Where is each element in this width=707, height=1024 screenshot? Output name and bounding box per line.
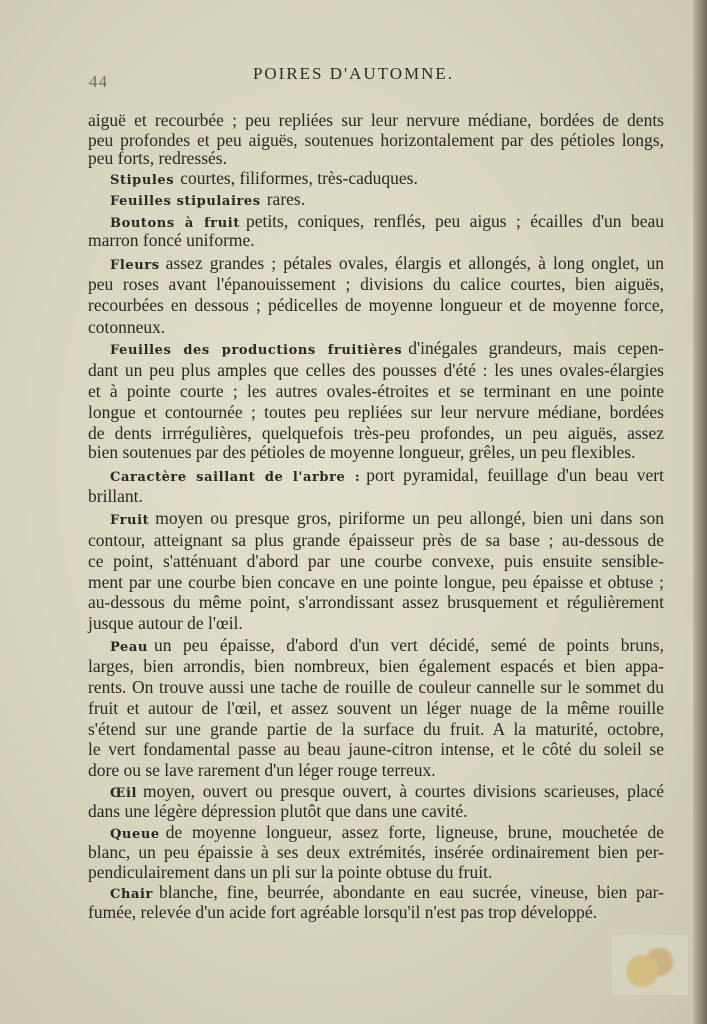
line-text: fumée, relevée d'un acide fort agréable lorsqu'il n'est pas trop développé. — [88, 902, 597, 922]
paragraph-lead-term: Peau — [110, 640, 148, 655]
line-text: rents. On trouve aussi une tache de rouille de couleur cannelle sur le sommet du — [88, 677, 664, 697]
line-text: bien soutenues par des pétioles de moyenne longueur, grêles, un peu flexibles. — [88, 442, 636, 462]
line-text: moyen ou presque gros, piriforme un peu allongé, bien uni dans son — [155, 508, 664, 528]
line-text: pendiculairement dans un pli sur la pointe obtuse du fruit. — [88, 862, 493, 882]
text-line — [88, 402, 664, 422]
line-text: s'étend sur une grande partie de la surface du fruit. A la maturité, octobre, — [88, 719, 664, 739]
text-line — [88, 530, 664, 550]
paragraph-lead-term: Feuilles stipulaires — [110, 194, 261, 209]
line-text: recourbées en dessous ; pédicelles de moyenne longueur et de moyenne force, — [88, 295, 664, 315]
text-line — [88, 360, 664, 380]
line-text: blanc, un peu épaissie à ses deux extrémités, insérée ordinairement bien per- — [88, 842, 664, 862]
line-text: moyen, ouvert ou presque ouvert, à courtes divisions scarieuses, placé — [143, 781, 664, 801]
text-line — [88, 760, 664, 780]
text-line — [88, 295, 664, 315]
text-line — [88, 739, 664, 759]
line-text: rares. — [266, 189, 306, 209]
text-line — [88, 592, 664, 612]
text-line — [88, 677, 664, 697]
line-text: de dents irrrégulières, quelquefois très-peu profondes, un peu aiguës, assez — [88, 423, 664, 443]
text-line — [110, 465, 664, 488]
text-line — [88, 551, 664, 571]
text-line — [88, 902, 664, 922]
paragraph-lead-term: Fruit — [110, 513, 150, 528]
line-text: peu forts, redressés. — [88, 148, 227, 168]
line-text: fruit et autour de l'œil, et assez souvent un léger nuage de la même rouille — [88, 698, 664, 718]
page-number: 44 — [89, 72, 108, 91]
text-line — [110, 168, 664, 191]
running-head: POIRES D'AUTOMNE. — [252, 64, 455, 83]
paragraph-lead-term: Stipules — [110, 173, 175, 188]
line-text: un peu épaisse, d'abord d'un vert décidé, semé de points bruns, — [153, 635, 664, 655]
text-line — [88, 148, 664, 168]
text-line — [88, 656, 664, 676]
text-line — [88, 862, 664, 882]
text-line — [88, 317, 664, 337]
line-text: petits, coniques, renflés, peu aigus ; écailles d'un beau — [245, 211, 664, 231]
paragraph-lead-term: Fleurs — [110, 258, 160, 273]
text-line — [88, 698, 664, 718]
text-line — [88, 613, 664, 633]
line-text: aiguë et recourbée ; peu repliées sur leur nervure médiane, bordées de dents — [88, 110, 664, 130]
text-line — [88, 274, 664, 294]
line-text: assez grandes ; pétales ovales, élargis et allongés, à long onglet, un — [165, 253, 664, 273]
text-line — [88, 130, 664, 150]
line-text: ce point, s'atténuant d'abord par une courbe convexe, puis ensuite sensible- — [88, 551, 664, 571]
paragraph-lead-term: Queue — [110, 827, 160, 842]
text-line — [88, 842, 664, 862]
line-text: de moyenne longueur, assez forte, ligneuse, brune, mouchetée de — [165, 822, 664, 842]
text-line — [110, 253, 664, 276]
line-text: dore ou se lave rarement d'un léger rouge terreux. — [88, 760, 436, 780]
line-text: le vert fondamental passe au beau jaune-citron intense, et le côté du soleil se — [88, 739, 664, 759]
text-line — [110, 189, 664, 212]
text-line — [110, 508, 664, 531]
book-page-edge — [693, 0, 707, 1024]
text-line — [88, 719, 664, 739]
line-text: d'inégales grandeurs, mais cepen- — [408, 338, 665, 358]
text-line — [110, 635, 664, 658]
line-text: blanche, fine, beurrée, abondante en eau sucrée, vineuse, bien par- — [159, 882, 664, 902]
text-line — [88, 423, 664, 443]
paragraph-lead-term: Feuilles des productions fruitières — [110, 343, 403, 358]
line-text: larges, bien arrondis, bien nombreux, bien également espacés et bien appa- — [88, 656, 664, 676]
fruit-thumbnail — [612, 935, 688, 995]
text-line — [88, 381, 664, 401]
line-text: et à pointe courte ; les autres ovales-étroites et se terminant en une pointe — [88, 381, 664, 401]
line-text: port pyramidal, feuillage d'un beau vert — [366, 465, 664, 485]
line-text: dant un peu plus amples que celles des pousses d'été : les unes ovales-élargies — [88, 360, 664, 380]
line-text: cotonneux. — [88, 317, 166, 337]
line-text: contour, atteignant sa plus grande épaisseur près de sa base ; au-dessous de — [88, 530, 664, 550]
paragraph-lead-term: Boutons à fruit — [110, 216, 240, 231]
line-text: brillant. — [88, 486, 143, 506]
line-text: au-dessous du même point, s'arrondissant assez brusquement et régulièrement — [88, 592, 664, 612]
text-line — [88, 442, 664, 462]
line-text: peu profondes et peu aiguës, soutenues horizontalement par des pétioles longs, — [88, 130, 664, 150]
text-line — [88, 801, 664, 821]
text-line — [88, 486, 664, 506]
line-text: ment par une courbe bien concave en une pointe longue, peu épaisse et obtuse ; — [88, 572, 664, 592]
text-line — [110, 338, 664, 361]
text-line — [88, 110, 664, 130]
line-text: peu roses avant l'épanouissement ; divisions du calice courtes, bien aiguës, — [88, 274, 664, 294]
line-text: longue et contournée ; toutes peu repliées sur leur nervure médiane, bordées — [88, 402, 664, 422]
paragraph-lead-term: Caractère saillant de l'arbre : — [110, 470, 361, 485]
line-text: marron foncé uniforme. — [88, 230, 255, 250]
text-line — [88, 230, 664, 250]
paragraph-lead-term: Chair — [110, 887, 154, 902]
line-text: courtes, filiformes, très-caduques. — [180, 168, 418, 188]
text-line — [88, 572, 664, 592]
line-text: jusque autour de l'œil. — [88, 613, 243, 633]
paragraph-lead-term: Œil — [110, 786, 138, 801]
line-text: dans une légère dépression plutôt que dans une cavité. — [88, 801, 468, 821]
